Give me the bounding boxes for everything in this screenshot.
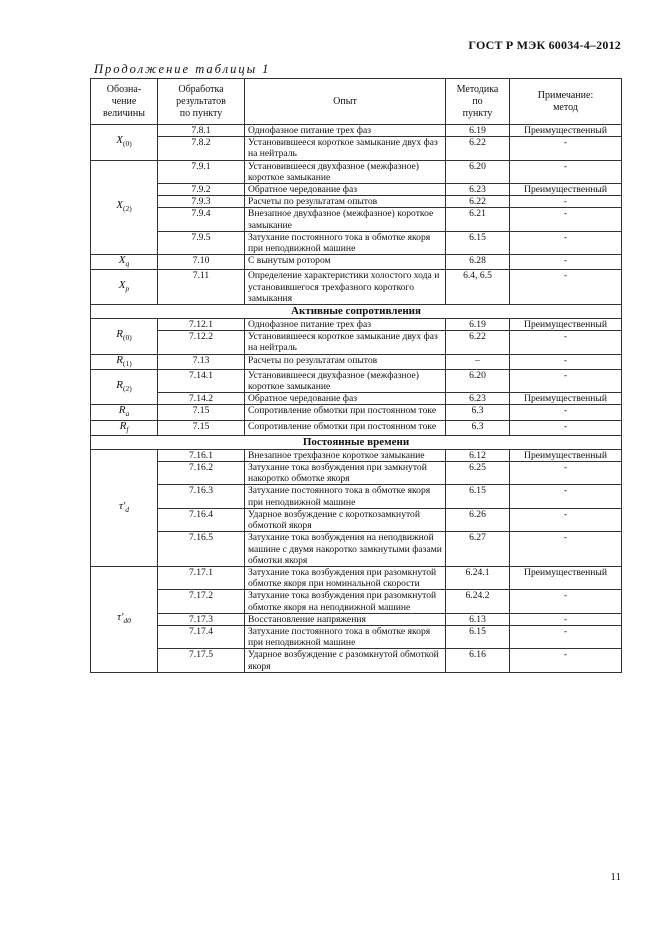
test-description: Установившееся короткое замыкание двух фаз на нейтраль bbox=[245, 331, 446, 354]
method-clause: 6.13 bbox=[446, 613, 510, 625]
test-description: С вынутым ротором bbox=[245, 255, 446, 270]
processing-clause: 7.9.4 bbox=[158, 208, 245, 231]
processing-clause: 7.16.5 bbox=[158, 532, 245, 567]
test-description: Затухание тока возбуждения на неподвижной машине с двумя накоротко замкнутыми фазами обмотки якоря bbox=[245, 532, 446, 567]
note-method: - bbox=[510, 231, 622, 254]
symbol-main: R bbox=[116, 354, 123, 366]
method-clause: 6.4, 6.5 bbox=[446, 270, 510, 305]
quantity-symbol bbox=[91, 405, 158, 420]
table-row bbox=[91, 393, 622, 405]
test-description: Установившееся двухфазное (межфазное) короткое замыкание bbox=[245, 369, 446, 392]
test-description: Обратное чередование фаз bbox=[245, 393, 446, 405]
test-description: Установившееся двухфазное (межфазное) короткое замыкание bbox=[245, 160, 446, 183]
method-clause: 6.28 bbox=[446, 255, 510, 270]
column-header-symbol: Обозна- чение величины bbox=[91, 79, 158, 125]
quantity-symbol bbox=[91, 449, 158, 566]
symbol-subscript: q bbox=[125, 259, 130, 269]
test-description: Установившееся короткое замыкание двух фаз на нейтраль bbox=[245, 137, 446, 160]
note-method: Преимущественный bbox=[510, 125, 622, 137]
test-description: Однофазное питание трех фаз bbox=[245, 319, 446, 331]
method-clause: 6.15 bbox=[446, 231, 510, 254]
note-method: - bbox=[510, 137, 622, 160]
symbol-main: τ' bbox=[117, 611, 124, 624]
quantity-symbol bbox=[91, 270, 158, 305]
processing-clause: 7.17.1 bbox=[158, 566, 245, 589]
table-row bbox=[91, 184, 622, 196]
symbol-subscript: f bbox=[126, 424, 129, 434]
method-clause: 6.23 bbox=[446, 393, 510, 405]
method-clause: 6.24.2 bbox=[446, 590, 510, 613]
column-header-note: Примечание: метод bbox=[510, 79, 622, 125]
table-row bbox=[91, 125, 622, 137]
table-row bbox=[91, 405, 622, 420]
table-caption: Продолжение таблицы 1 bbox=[94, 62, 271, 76]
table-row bbox=[91, 485, 622, 508]
note-method: - bbox=[510, 255, 622, 270]
table-row bbox=[91, 369, 622, 392]
table-row bbox=[91, 319, 622, 331]
method-clause: 6.26 bbox=[446, 508, 510, 531]
note-method: - bbox=[510, 160, 622, 183]
quantity-symbol bbox=[91, 160, 158, 255]
test-description: Сопротивление обмотки при постоянном токе bbox=[245, 405, 446, 420]
table-row bbox=[91, 532, 622, 567]
processing-clause: 7.16.2 bbox=[158, 462, 245, 485]
note-method: - bbox=[510, 354, 622, 369]
note-method: - bbox=[510, 369, 622, 392]
processing-clause: 7.16.1 bbox=[158, 449, 245, 461]
note-method: - bbox=[510, 613, 622, 625]
table-row bbox=[91, 420, 622, 435]
table-body bbox=[91, 125, 622, 673]
method-clause: 6.22 bbox=[446, 331, 510, 354]
table-header-row bbox=[91, 79, 622, 125]
table-row bbox=[91, 196, 622, 208]
symbol-main: X bbox=[118, 254, 126, 267]
method-clause: 6.23 bbox=[446, 184, 510, 196]
test-description: Сопротивление обмотки при постоянном токе bbox=[245, 420, 446, 435]
test-description: Затухание тока возбуждения при разомкнутой обмотке якоря на неподвижной машине bbox=[245, 590, 446, 613]
table-row bbox=[91, 590, 622, 613]
symbol-subscript: (2) bbox=[122, 204, 132, 214]
note-method: - bbox=[510, 485, 622, 508]
symbol-subscript: a bbox=[125, 409, 130, 419]
table-row bbox=[91, 270, 622, 305]
page-number: 11 bbox=[610, 871, 621, 883]
test-description: Восстановление напряжения bbox=[245, 613, 446, 625]
processing-clause: 7.17.2 bbox=[158, 590, 245, 613]
table-row bbox=[91, 255, 622, 270]
quantity-symbol bbox=[91, 369, 158, 405]
processing-clause: 7.9.2 bbox=[158, 184, 245, 196]
symbol-subscript: (1) bbox=[122, 358, 132, 368]
note-method: Преимущественный bbox=[510, 393, 622, 405]
processing-clause: 7.14.1 bbox=[158, 369, 245, 392]
symbol-main: R bbox=[116, 379, 123, 392]
table-row bbox=[91, 625, 622, 648]
processing-clause: 7.8.1 bbox=[158, 125, 245, 137]
test-description: Расчеты по результатам опытов bbox=[245, 354, 446, 369]
method-clause: 6.22 bbox=[446, 196, 510, 208]
note-method: - bbox=[510, 625, 622, 648]
test-description: Расчеты по результатам опытов bbox=[245, 196, 446, 208]
processing-clause: 7.17.4 bbox=[158, 625, 245, 648]
method-clause: 6.15 bbox=[446, 625, 510, 648]
symbol-subscript: d bbox=[125, 504, 130, 514]
symbol-main: X bbox=[116, 134, 123, 147]
method-clause: 6.12 bbox=[446, 449, 510, 461]
note-method: - bbox=[510, 508, 622, 531]
note-method: - bbox=[510, 462, 622, 485]
symbol-main: R bbox=[119, 420, 127, 432]
note-method: - bbox=[510, 420, 622, 435]
note-method: Преимущественный bbox=[510, 184, 622, 196]
method-clause: 6.20 bbox=[446, 369, 510, 392]
test-description: Обратное чередование фаз bbox=[245, 184, 446, 196]
quantity-symbol bbox=[91, 125, 158, 161]
test-description: Однофазное питание трех фаз bbox=[245, 125, 446, 137]
method-clause: 6.21 bbox=[446, 208, 510, 231]
note-method: Преимущественный bbox=[510, 449, 622, 461]
method-clause: 6.20 bbox=[446, 160, 510, 183]
note-method: - bbox=[510, 649, 622, 672]
quantity-symbol bbox=[91, 420, 158, 435]
method-clause: 6.3 bbox=[446, 405, 510, 420]
table-row bbox=[91, 231, 622, 254]
document-header: ГОСТ Р МЭК 60034-4–2012 bbox=[468, 38, 621, 52]
table-row bbox=[91, 613, 622, 625]
note-method: - bbox=[510, 590, 622, 613]
table-row bbox=[91, 566, 622, 589]
method-clause: 6.27 bbox=[446, 532, 510, 567]
symbol-main: τ' bbox=[118, 499, 126, 512]
table-row bbox=[91, 331, 622, 354]
note-method: Преимущественный bbox=[510, 566, 622, 589]
processing-clause: 7.9.1 bbox=[158, 160, 245, 183]
method-clause: 6.24.1 bbox=[446, 566, 510, 589]
method-clause: – bbox=[446, 354, 510, 369]
processing-clause: 7.10 bbox=[158, 255, 245, 270]
table-row bbox=[91, 160, 622, 183]
column-header-method: Методика по пункту bbox=[446, 79, 510, 125]
quantity-symbol bbox=[91, 566, 158, 672]
test-description: Ударное возбуждение с разомкнутой обмоткой якоря bbox=[245, 649, 446, 672]
note-method: - bbox=[510, 532, 622, 567]
symbol-main: R bbox=[116, 328, 123, 341]
test-description: Затухание тока возбуждения при замкнутой накоротко обмотке якоря bbox=[245, 462, 446, 485]
symbol-main: X bbox=[116, 199, 123, 212]
parameters-table bbox=[90, 78, 622, 673]
section-header-row bbox=[91, 305, 622, 319]
note-method: - bbox=[510, 405, 622, 420]
note-method: - bbox=[510, 331, 622, 354]
symbol-subscript: d0 bbox=[123, 616, 131, 626]
test-description: Затухание постоянного тока в обмотке якоря при неподвижной машине bbox=[245, 231, 446, 254]
symbol-main: X bbox=[118, 279, 126, 292]
processing-clause: 7.9.3 bbox=[158, 196, 245, 208]
symbol-subscript: p bbox=[125, 284, 130, 294]
table-row bbox=[91, 208, 622, 231]
processing-clause: 7.9.5 bbox=[158, 231, 245, 254]
test-description: Затухание постоянного тока в обмотке якоря при неподвижной машине bbox=[245, 485, 446, 508]
processing-clause: 7.11 bbox=[158, 270, 245, 305]
table-row bbox=[91, 449, 622, 461]
symbol-subscript: (0) bbox=[122, 139, 132, 149]
symbol-subscript: (2) bbox=[122, 384, 132, 394]
quantity-symbol bbox=[91, 319, 158, 355]
note-method: - bbox=[510, 270, 622, 305]
processing-clause: 7.8.2 bbox=[158, 137, 245, 160]
column-header-test: Опыт bbox=[245, 79, 446, 125]
method-clause: 6.15 bbox=[446, 485, 510, 508]
processing-clause: 7.12.2 bbox=[158, 331, 245, 354]
symbol-subscript: (0) bbox=[122, 333, 132, 343]
test-description: Внезапное двухфазное (межфазное) короткое замыкание bbox=[245, 208, 446, 231]
processing-clause: 7.17.5 bbox=[158, 649, 245, 672]
table-row bbox=[91, 462, 622, 485]
table-row bbox=[91, 508, 622, 531]
symbol-main: R bbox=[118, 404, 126, 417]
method-clause: 6.16 bbox=[446, 649, 510, 672]
table-row bbox=[91, 649, 622, 672]
processing-clause: 7.13 bbox=[158, 354, 245, 369]
note-method: - bbox=[510, 208, 622, 231]
note-method: - bbox=[510, 196, 622, 208]
table-container bbox=[90, 78, 621, 673]
method-clause: 6.3 bbox=[446, 420, 510, 435]
processing-clause: 7.16.4 bbox=[158, 508, 245, 531]
quantity-symbol bbox=[91, 255, 158, 270]
method-clause: 6.22 bbox=[446, 137, 510, 160]
column-header-processing: Обработка результатов по пункту bbox=[158, 79, 245, 125]
processing-clause: 7.17.3 bbox=[158, 613, 245, 625]
quantity-symbol bbox=[91, 354, 158, 369]
method-clause: 6.25 bbox=[446, 462, 510, 485]
processing-clause: 7.16.3 bbox=[158, 485, 245, 508]
test-description: Затухание постоянного тока в обмотке якоря при неподвижной машине bbox=[245, 625, 446, 648]
method-clause: 6.19 bbox=[446, 319, 510, 331]
table-row bbox=[91, 137, 622, 160]
section-title: Активные сопротивления bbox=[91, 305, 622, 319]
section-title: Постоянные времени bbox=[91, 435, 622, 449]
processing-clause: 7.15 bbox=[158, 420, 245, 435]
test-description: Ударное возбуждение с короткозамкнутой обмоткой якоря bbox=[245, 508, 446, 531]
note-method: Преимущественный bbox=[510, 319, 622, 331]
test-description: Затухание тока возбуждения при разомкнутой обмотке якоря при номинальной скорости bbox=[245, 566, 446, 589]
processing-clause: 7.12.1 bbox=[158, 319, 245, 331]
test-description: Внезапное трехфазное короткое замыкание bbox=[245, 449, 446, 461]
method-clause: 6.19 bbox=[446, 125, 510, 137]
test-description: Определение характеристики холостого хода и установившегося трехфазного короткого замыкания bbox=[245, 270, 446, 305]
processing-clause: 7.14.2 bbox=[158, 393, 245, 405]
table-row bbox=[91, 354, 622, 369]
section-header-row bbox=[91, 435, 622, 449]
processing-clause: 7.15 bbox=[158, 405, 245, 420]
